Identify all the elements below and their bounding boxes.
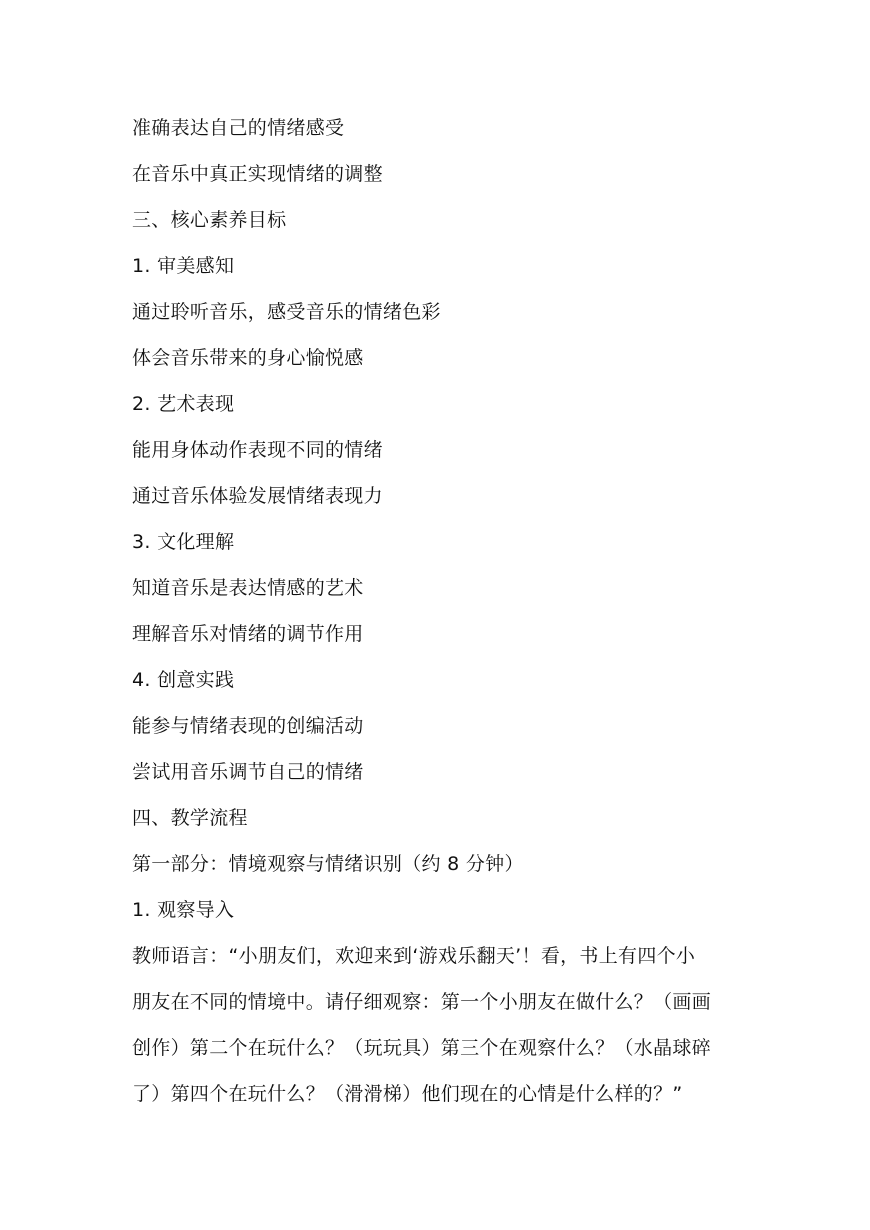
text-line: 体会音乐带来的身心愉悦感 — [132, 347, 364, 369]
text-line: 通过聆听音乐，感受音乐的情绪色彩 — [132, 301, 441, 323]
text-line: 尝试用音乐调节自己的情绪 — [132, 761, 364, 783]
text-line: 能参与情绪表现的创编活动 — [132, 715, 364, 737]
section-heading: 三、核心素养目标 — [132, 209, 287, 231]
subsection-heading: 2. 艺术表现 — [132, 393, 235, 415]
paragraph-line: 了）第四个在玩什么？（滑滑梯）他们现在的心情是什么样的？” — [132, 1083, 683, 1105]
paragraph-line: 教师语言：“小朋友们，欢迎来到‘游戏乐翻天’！看，书上有四个小 — [132, 945, 696, 967]
subsection-heading: 4. 创意实践 — [132, 669, 235, 691]
document-page — [132, 114, 752, 1126]
text-line: 通过音乐体验发展情绪表现力 — [132, 485, 383, 507]
text-line: 能用身体动作表现不同的情绪 — [132, 439, 383, 461]
text-line: 知道音乐是表达情感的艺术 — [132, 577, 364, 599]
subsection-heading: 1. 观察导入 — [132, 899, 235, 921]
paragraph-line: 朋友在不同的情境中。请仔细观察：第一个小朋友在做什么？（画画 — [132, 991, 712, 1013]
subsection-heading: 1. 审美感知 — [132, 255, 235, 277]
subsection-heading: 3. 文化理解 — [132, 531, 235, 553]
paragraph-line: 创作）第二个在玩什么？（玩玩具）第三个在观察什么？（水晶球碎 — [132, 1037, 712, 1059]
part-heading: 第一部分：情境观察与情绪识别（约 8 分钟） — [132, 853, 524, 875]
text-line: 理解音乐对情绪的调节作用 — [132, 623, 364, 645]
section-heading: 四、教学流程 — [132, 807, 248, 829]
teacher-speech-paragraph — [132, 942, 752, 1108]
text-line: 准确表达自己的情绪感受 — [132, 117, 345, 139]
text-line: 在音乐中真正实现情绪的调整 — [132, 163, 383, 185]
